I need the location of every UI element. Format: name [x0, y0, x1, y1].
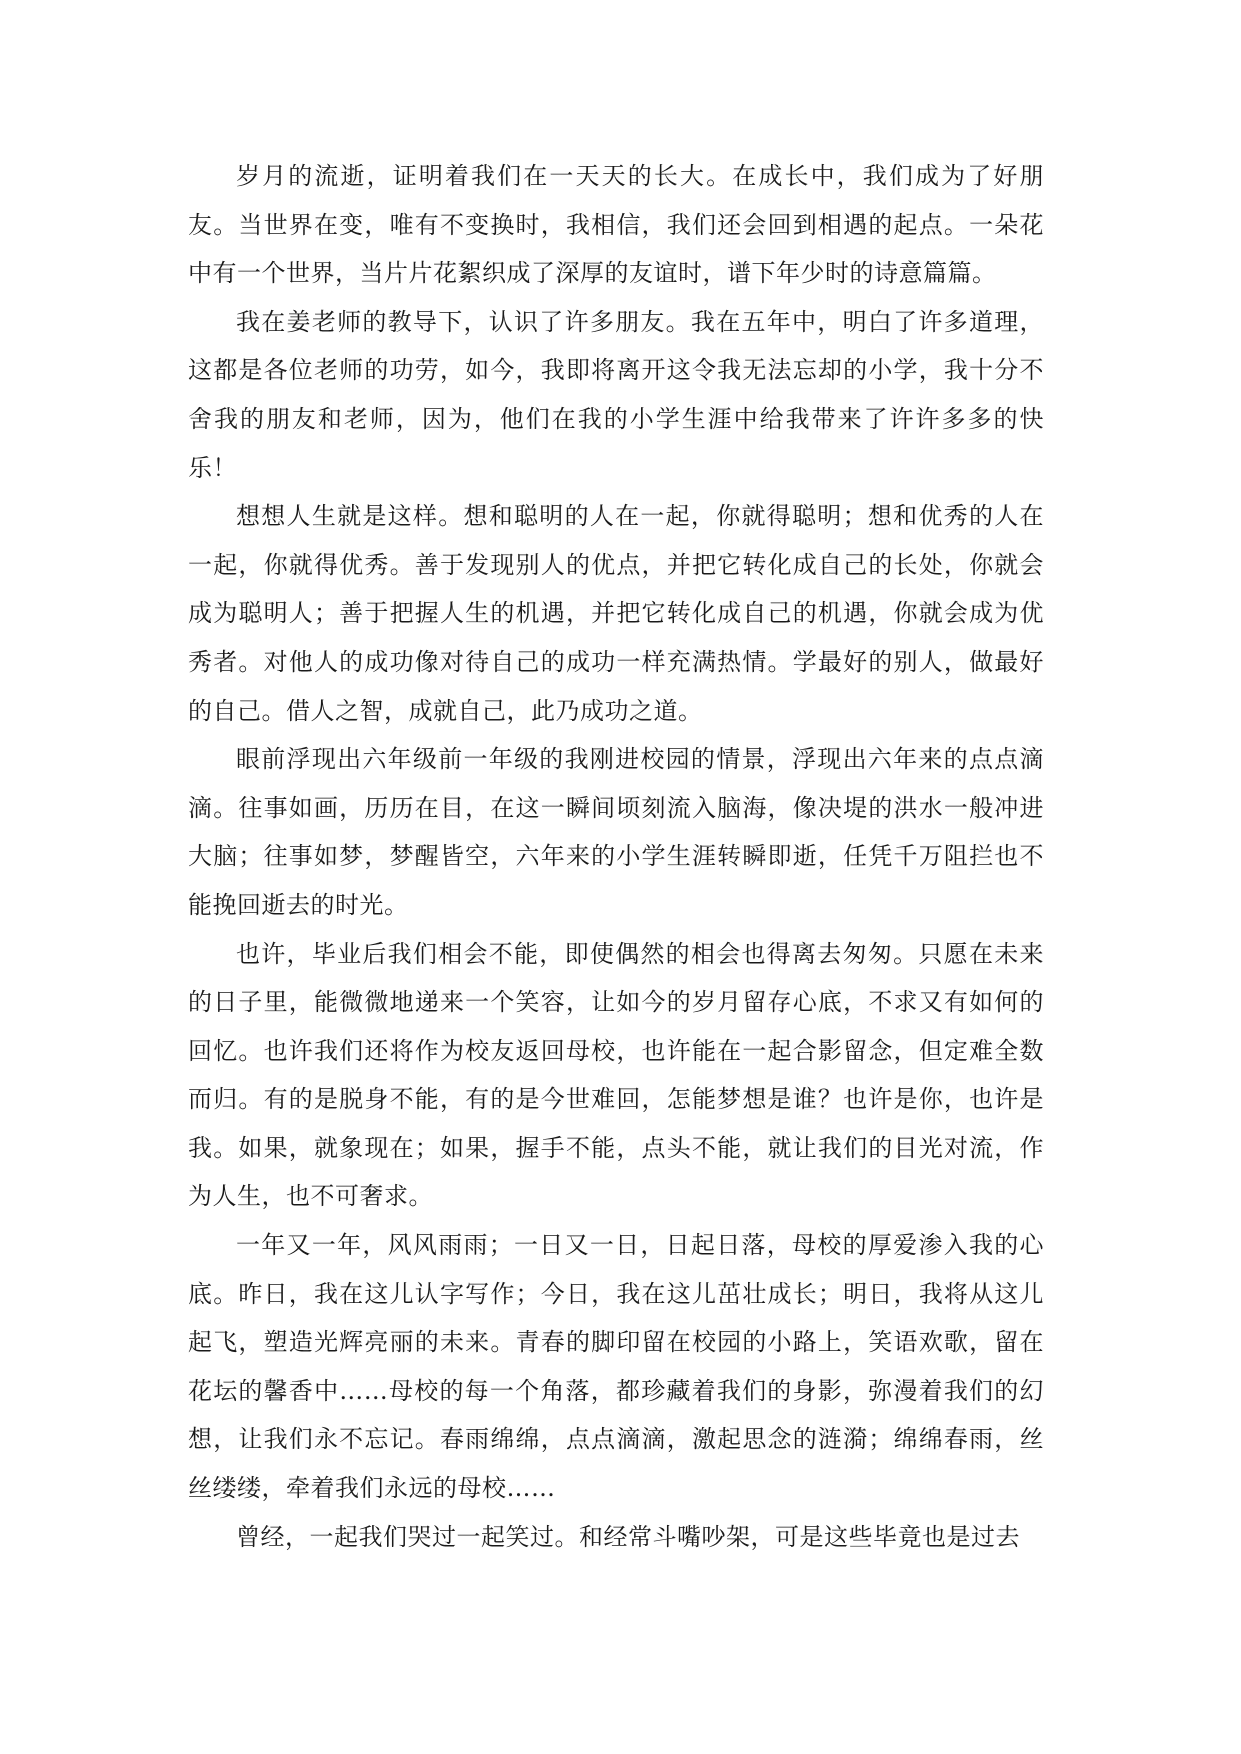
- paragraph-6: 一年又一年，风风雨雨；一日又一日，日起日落，母校的厚爱渗入我的心底。昨日，我在这儿认字写作；今日，我在这儿茁壮成长；明日，我将从这儿起飞，塑造光辉亮丽的未来。青春的脚印留在校园的小路上，笑语欢歌，留在花坛的馨香中……母校的每一个角落，都珍藏着我们的身影，弥漫着我们的幻想，让我们永不忘记。春雨绵绵，点点滴滴，激起思念的涟漪；绵绵春雨，丝丝缕缕，牵着我们永远的母校……: [188, 1231, 1044, 1503]
- paragraph-3: 想想人生就是这样。想和聪明的人在一起，你就得聪明；想和优秀的人在一起，你就得优秀。善于发现别人的优点，并把它转化成自己的长处，你就会成为聪明人；善于把握人生的机遇，并把它转化成自己的机遇，你就会成为优秀者。对他人的成功像对待自己的成功一样充满热情。学最好的别人，做最好的自己。借人之智，成就自己，此乃成功之道。: [188, 502, 1044, 725]
- paragraph-1: 岁月的流逝，证明着我们在一天天的长大。在成长中，我们成为了好朋友。当世界在变，唯有不变换时，我相信，我们还会回到相遇的起点。一朵花中有一个世界，当片片花絮织成了深厚的友谊时，谱下年少时的诗意篇篇。: [188, 162, 1044, 288]
- paragraph-2: 我在姜老师的教导下，认识了许多朋友。我在五年中，明白了许多道理，这都是各位老师的功劳，如今，我即将离开这令我无法忘却的小学，我十分不舍我的朋友和老师，因为，他们在我的小学生涯中给我带来了许许多多的快乐！: [188, 307, 1044, 482]
- document-body: [188, 152, 1044, 1561]
- paragraph-4: 眼前浮现出六年级前一年级的我刚进校园的情景，浮现出六年来的点点滴滴。往事如画，历历在目，在这一瞬间顷刻流入脑海，像决堤的洪水一般冲进大脑；往事如梦，梦醒皆空，六年来的小学生涯转瞬即逝，任凭千万阻拦也不能挽回逝去的时光。: [188, 745, 1044, 919]
- paragraph-7: 曾经，一起我们哭过一起笑过。和经常斗嘴吵架，可是这些毕竟也是过去: [236, 1522, 1020, 1551]
- paragraph-5: 也许，毕业后我们相会不能，即使偶然的相会也得离去匆匆。只愿在未来的日子里，能微微地递来一个笑容，让如今的岁月留存心底，不求又有如何的回忆。也许我们还将作为校友返回母校，也许能在一起合影留念，但定难全数而归。有的是脱身不能，有的是今世难回，怎能梦想是谁？也许是你，也许是我。如果，就象现在；如果，握手不能，点头不能，就让我们的目光对流，作为人生，也不可奢求。: [188, 939, 1044, 1211]
